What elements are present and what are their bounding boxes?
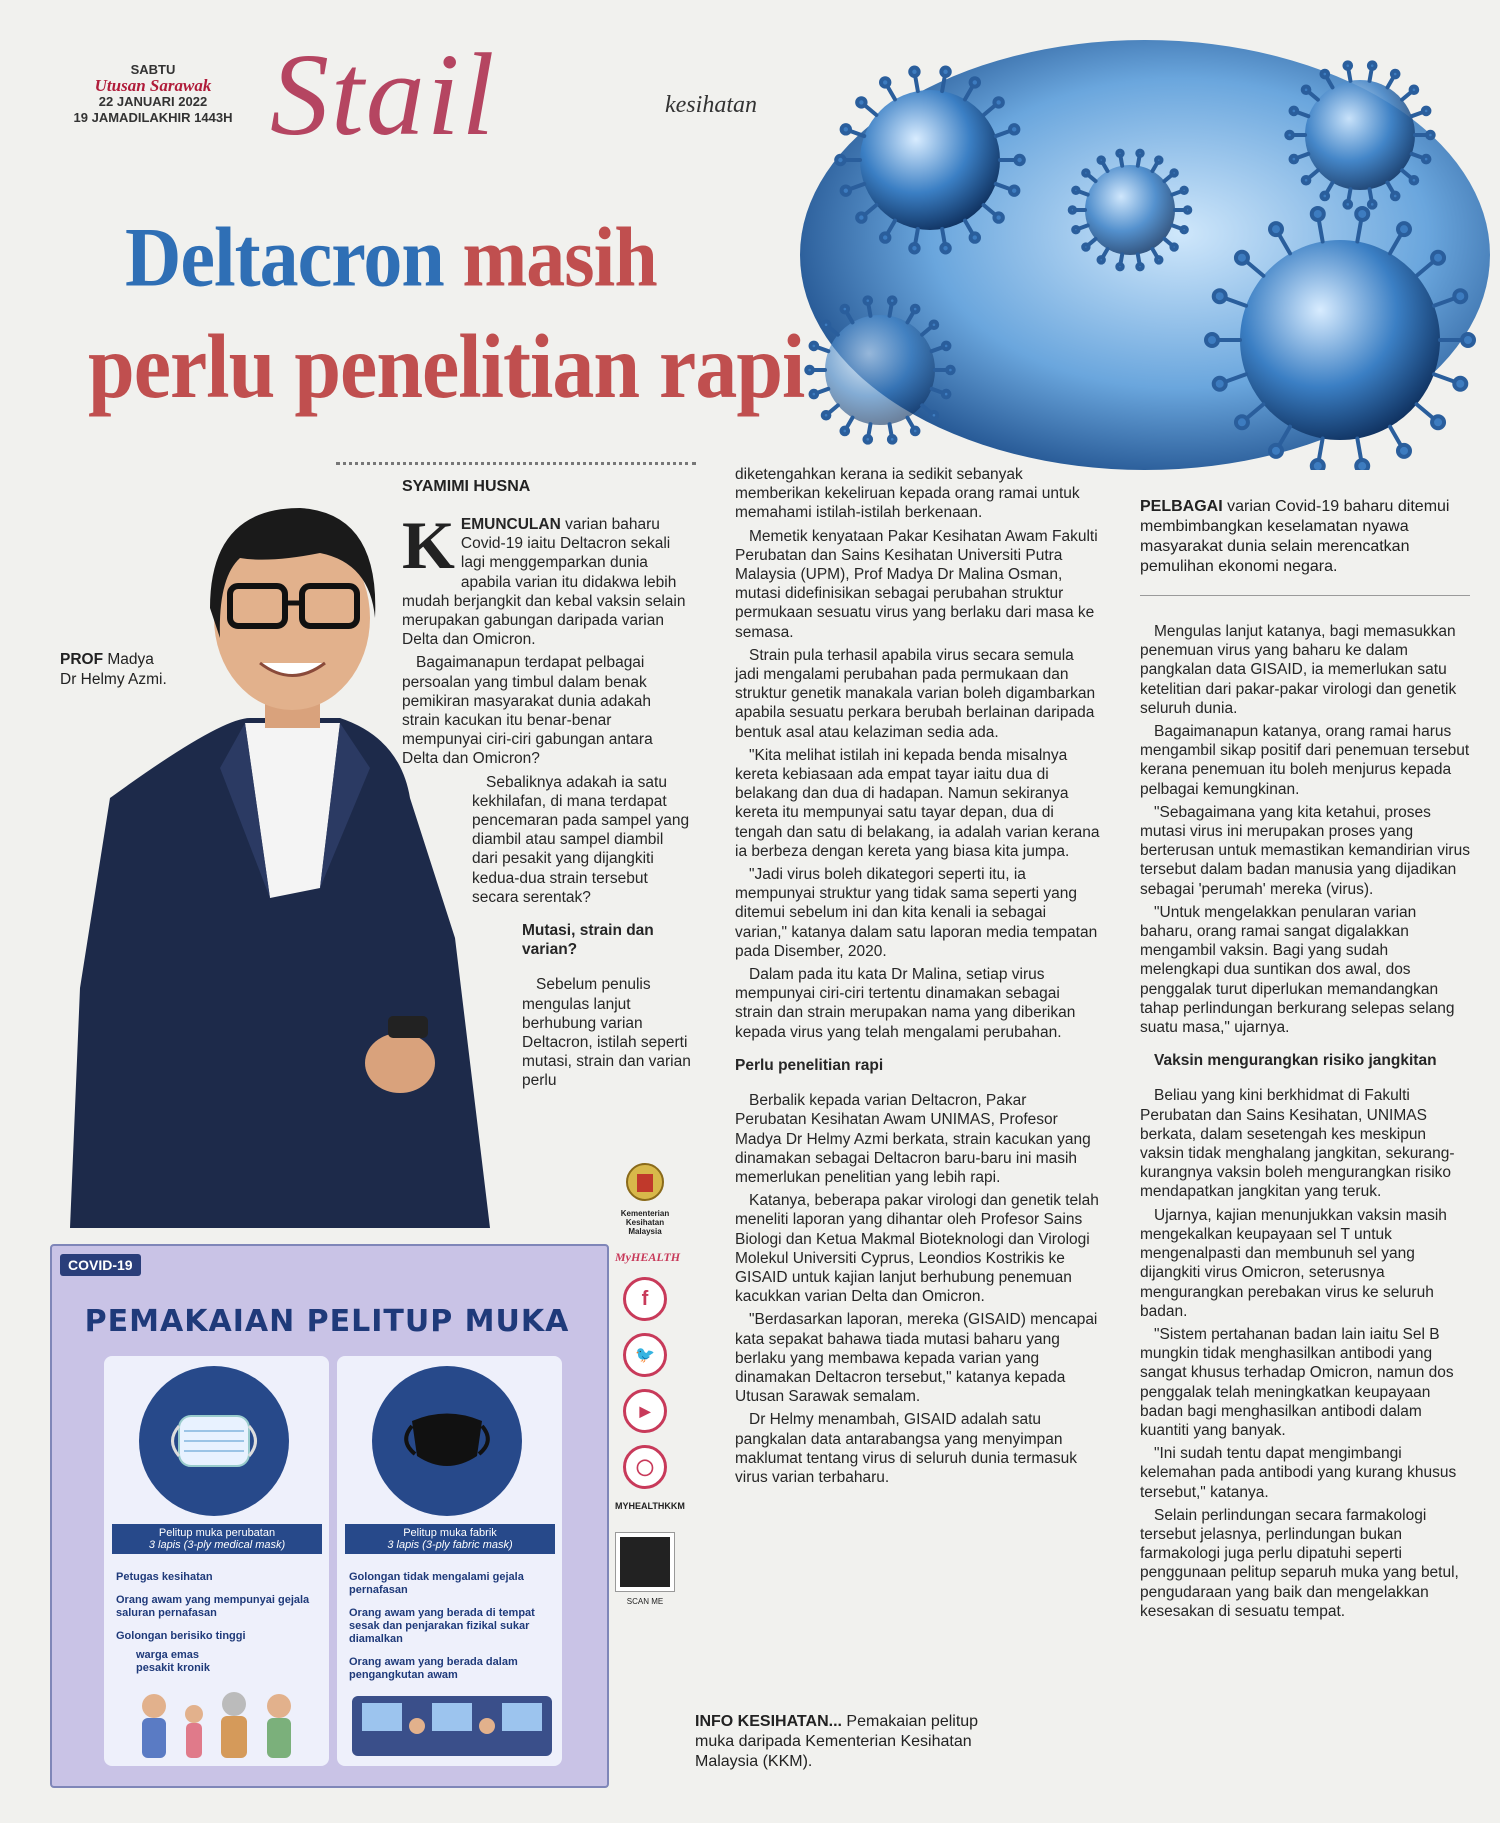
paragraph: "Kita melihat istilah ini kepada benda misalnya kereta kebiasaan ada empat tayar iaitu dua di belakang dan dua di hadapan. Namun sekiranya kereta itu mempunyai satu tayar depan, dua di tengah dan satu di belakang, ia adalah varian kerana ia berbeza dengan kereta yang biasa kita jumpa. bbox=[735, 746, 1100, 860]
list-item: Orang awam yang berada di tempat sesak dan penjarakan fizikal sukar diamalkan bbox=[349, 1607, 535, 1645]
youtube-icon[interactable]: ▶ bbox=[623, 1389, 667, 1433]
infographic-caption bbox=[695, 1712, 995, 1772]
paragraph: Sebelum penulis mengulas lanjut berhubung varian Deltacron, istilah seperti mutasi, strain dan varian perlu bbox=[522, 976, 691, 1090]
byline: SYAMIMI HUSNA bbox=[402, 478, 531, 495]
paragraph: Selain perlindungan secara farmakologi tersebut jelasnya, perlindungan bukan farmakologi juga perlu dipatuhi seperti penggunaan pelitup separuh muka yang betul, pengudaraan yang baik dan mengelakkan kesesakan di sesuatu tempat. bbox=[1140, 1506, 1459, 1620]
paragraph: "Sebagaimana yang kita ketahui, proses mutasi virus ini merupakan proses yang berterusan untuk memastikan kemandirian virus tersebut dalam badan manusia yang dijadikan sebagai 'perumah' mereka (virus). bbox=[1140, 803, 1470, 898]
paragraph: Strain pula terhasil apabila virus secara semula jadi mengalami perubahan pada permukaan dan struktur genetik manakala varian boleh digambarkan apabila sesuatu perkara berubah berlainan daripada bentuk asal atau kelaziman sedia ada. bbox=[735, 646, 1096, 741]
subheading: Vaksin mengurangkan risiko jangkitan bbox=[1154, 1052, 1437, 1070]
medical-mask-heading bbox=[112, 1524, 322, 1554]
list-item: Orang awam yang berada dalam pengangkutan awam bbox=[349, 1656, 518, 1681]
virus-particle bbox=[1085, 165, 1175, 255]
paragraph: Dalam pada itu kata Dr Malina, setiap virus mempunyai ciri-ciri tertentu dinamakan sebagai strain dan strain merupakan nama yang diberikan kepada virus yang telah mengalami perubahan. bbox=[735, 966, 1076, 1041]
fabric-mask-icon bbox=[397, 1406, 497, 1476]
dateline-hijri: 19 JAMADILAKHIR 1443H bbox=[73, 110, 233, 125]
medical-mask-list bbox=[116, 1571, 316, 1675]
photo-caption-rest2: Dr Helmy Azmi. bbox=[60, 671, 167, 688]
infographic-caption-text: Pemakaian pelitup muka daripada Kementerian Kesihatan Malaysia (KKM). bbox=[695, 1713, 979, 1770]
paragraph: "Sistem pertahanan badan lain iaitu Sel B mungkin tidak menghasilkan antibodi yang sangat khusus terhadap Omicron, namun dos penggalak telah meningkatkan keupayaan badan bagi menghasilkan antibodi dalam kuantiti yang banyak. bbox=[1140, 1325, 1454, 1439]
infographic-caption-lead: INFO KESIHATAN... bbox=[695, 1713, 842, 1730]
paragraph: Berbalik kepada varian Deltacron, Pakar Perubatan Kesihatan Awam UNIMAS, Profesor Madya Dr Helmy Azmi berkata, strain kacukan yang dinamakan sebagai Deltacron baru-baru ini masih memerlukan penelitian yang lebih rapi. bbox=[735, 1092, 1091, 1186]
virus-particle bbox=[860, 90, 1000, 230]
paragraph: Dr Helmy menambah, GISAID adalah satu pangkalan data antarabangsa yang menyimpan maklumat tentang virus di seluruh dunia termasuk virus varian terbaharu. bbox=[735, 1411, 1078, 1486]
photo-caption-rest1: Madya bbox=[107, 651, 154, 668]
headline-line1 bbox=[125, 209, 657, 304]
paragraph: "Jadi virus boleh dikategori seperti itu, ia mempunyai struktur yang tidak sama seperti yang ditemui sebelum ini dan kita kenali ia sebagai varian," katanya dalam satu laporan media tempatan pada Disember, 2020. bbox=[735, 866, 1098, 960]
paragraph: Bagaimanapun terdapat pelbagai persoalan yang timbul dalam benak pemikiran masyarakat dunia adakah strain kacukan itu benar-benar mempunyai ciri-ciri gabungan antara Delta dan Omicron? bbox=[402, 654, 653, 768]
paragraph: Sebaliknya adakah ia satu kekhilafan, di mana terdapat pencemaran pada sampel yang diambil atau sampel diambil dari pesakit yang dijangkiti kedua-dua strain tersebut secara serentak? bbox=[472, 773, 690, 906]
fabric-mask-title: Pelitup muka fabrik bbox=[403, 1527, 497, 1539]
paragraph: Beliau yang kini berkhidmat di Fakulti Perubatan dan Sains Kesihatan, UNIMAS berkata, dalam sesetengah kes meskipun vaksin tidak menghalang jangkitan, sekurang-kurangnya vaksin boleh mengurangkan risiko mendapatkan jangkitan yang teruk. bbox=[1140, 1087, 1455, 1201]
image-caption bbox=[1140, 497, 1470, 577]
paragraph: Mengulas lanjut katanya, bagi memasukkan penemuan virus yang baharu ke dalam pangkalan data GISAID, ia memerlukan satu ketelitian dari pakar-pakar virologi dan genetik seluruh dunia. bbox=[1140, 623, 1457, 717]
fabric-mask-heading bbox=[345, 1524, 555, 1554]
article-column-3 bbox=[1140, 622, 1470, 1625]
headline-part2: masih bbox=[462, 209, 657, 304]
covid-tag: COVID-19 bbox=[60, 1254, 141, 1276]
medical-mask-panel bbox=[104, 1356, 329, 1766]
medical-mask-subtitle: 3 lapis (3-ply medical mask) bbox=[148, 1539, 286, 1551]
lead-word: EMUNCULAN bbox=[460, 516, 561, 533]
headline-line2: perlu penelitian rapi bbox=[88, 316, 805, 418]
virus-particle bbox=[825, 315, 935, 425]
infographic-title: PEMAKAIAN PELITUP MUKA bbox=[84, 1304, 570, 1339]
paragraph: "Ini sudah tentu dapat mengimbangi kelemahan pada antibodi yang kurang khusus tersebut," katanya. bbox=[1140, 1445, 1457, 1501]
image-caption-text: varian Covid-19 baharu ditemui membimbangkan keselamatan nyawa masyarakat dunia selain merencatkan pemulihan ekonomi negara. bbox=[1140, 498, 1450, 575]
virus-image bbox=[800, 40, 1490, 470]
infographic bbox=[50, 1244, 609, 1788]
list-item: Golongan tidak mengalami gejala pernafasan bbox=[349, 1571, 524, 1596]
facebook-icon[interactable]: f bbox=[623, 1277, 667, 1321]
ministry-crest-icon bbox=[623, 1160, 667, 1204]
fabric-mask-subtitle: 3 lapis (3-ply fabric mask) bbox=[387, 1539, 513, 1551]
paragraph: Memetik kenyataan Pakar Kesihatan Awam Fakulti Perubatan dan Sains Kesihatan Universiti Putra Malaysia (UPM), Prof Madya Dr Malina Osman, mutasi didefinisikan sebagai perubahan struktur permukaan sesuatu virus yang berlaku dari masa ke semasa. bbox=[735, 527, 1098, 641]
paragraph: "Berdasarkan laporan, mereka (GISAID) mencapai kata sepakat bahawa tiada mutasi baharu yang berlaku yang membawa kepada varian yang dinamakan Deltacron tersebut," katanya kepada Utusan Sarawak semalam. bbox=[735, 1311, 1098, 1406]
paragraph: "Untuk mengelakkan penularan varian baharu, orang ramai sangat digalakkan mengambil vaksin. Bagi yang sudah melengkapi dua suntikan dos awal, dos penggalak turut diperlukan memandangkan tahap perlindungan berkurang selepas selang suatu masa," ujarnya. bbox=[1140, 903, 1455, 1037]
paragraph: Bagaimanapun katanya, orang ramai harus mengambil sikap positif dari penemuan tersebut kerana penemuan itu boleh menjurus kepada pelbagai kemungkinan. bbox=[1140, 723, 1470, 798]
social-handle: MYHEALTHKKM bbox=[615, 1501, 685, 1511]
qr-code-icon[interactable] bbox=[616, 1533, 674, 1591]
lead-paragraph bbox=[402, 507, 692, 649]
section-subtitle: kesihatan bbox=[665, 92, 757, 118]
caption-divider bbox=[1140, 595, 1470, 596]
paragraph: Ujarnya, kajian menunjukkan vaksin masih mengekalkan keupayaan sel T untuk mengenalpasti dan membunuh sel yang dijangkiti virus Omicron, seterusnya mengurangkan perebakan virus ke seluruh badan. bbox=[1140, 1206, 1447, 1320]
subheading: Mutasi, strain dan varian? bbox=[522, 922, 654, 959]
section-title: Stail bbox=[270, 29, 497, 160]
paragraph: diketengahkan kerana ia sedikit sebanyak memberikan kekeliruan kepada orang ramai untuk memahami istilah-istilah berkenaan. bbox=[735, 466, 1080, 522]
list-subitem: warga emas bbox=[136, 1649, 199, 1661]
subheading: Perlu penelitian rapi bbox=[735, 1056, 884, 1074]
fabric-mask-panel bbox=[337, 1356, 562, 1766]
medical-mask-icon-bg bbox=[139, 1366, 289, 1516]
dropcap: K bbox=[402, 507, 455, 583]
list-item: Golongan berisiko tinggi bbox=[116, 1630, 246, 1642]
newspaper-name: Utusan Sarawak bbox=[94, 76, 212, 95]
twitter-icon[interactable]: 🐦 bbox=[623, 1333, 667, 1377]
list-subitem: pesakit kronik bbox=[136, 1662, 210, 1674]
fabric-mask-icon-bg bbox=[372, 1366, 522, 1516]
article-column-1 bbox=[402, 507, 692, 1095]
paragraph: varian baharu Covid-19 iaitu Deltacron sekali lagi menggemparkan dunia apabila varian itu didakwa lebih mudah berjangkit dan kebal vaksin selain merupakan gabungan daripada varian Delta dan Omicron. bbox=[402, 516, 686, 649]
virus-particle bbox=[1305, 80, 1415, 190]
dateline bbox=[48, 62, 258, 126]
medical-mask-icon bbox=[164, 1406, 264, 1476]
image-caption-lead: PELBAGAI bbox=[1140, 498, 1223, 515]
article-column-2 bbox=[735, 465, 1100, 1491]
virus-particle bbox=[1240, 240, 1440, 440]
ministry-social-column bbox=[615, 1160, 685, 1606]
photo-caption bbox=[60, 650, 167, 690]
scan-me-label: SCAN ME bbox=[626, 1597, 664, 1606]
medical-mask-title: Pelitup muka perubatan bbox=[158, 1527, 276, 1539]
family-illustration bbox=[124, 1686, 314, 1761]
paragraph: Katanya, beberapa pakar virologi dan genetik telah meneliti laporan yang dihantar oleh Profesor Sains Biologi dan Ketua Makmal Bioteknologi dan Virologi Molekul Universiti Cyprus, Leondios Kostrikis ke GISAID untuk kajian lanjut berhubung penemuan kacukkan varian Delta dan Omicron. bbox=[735, 1192, 1099, 1306]
headline-keyword: Deltacron bbox=[125, 209, 444, 304]
transport-illustration bbox=[352, 1691, 552, 1761]
photo-caption-lead: PROF bbox=[60, 651, 104, 668]
list-item: Petugas kesihatan bbox=[116, 1571, 213, 1583]
list-item: Orang awam yang mempunyai gejala saluran pernafasan bbox=[116, 1594, 310, 1619]
dateline-day: SABTU bbox=[130, 62, 176, 77]
byline-divider bbox=[336, 462, 696, 465]
instagram-icon[interactable]: ◯ bbox=[623, 1445, 667, 1489]
ministry-name: Kementerian Kesihatan Malaysia bbox=[620, 1209, 670, 1236]
dateline-date: 22 JANUARI 2022 bbox=[98, 94, 208, 109]
myhealth-logo: MyHEALTH bbox=[615, 1250, 681, 1264]
fabric-mask-list bbox=[349, 1571, 549, 1682]
